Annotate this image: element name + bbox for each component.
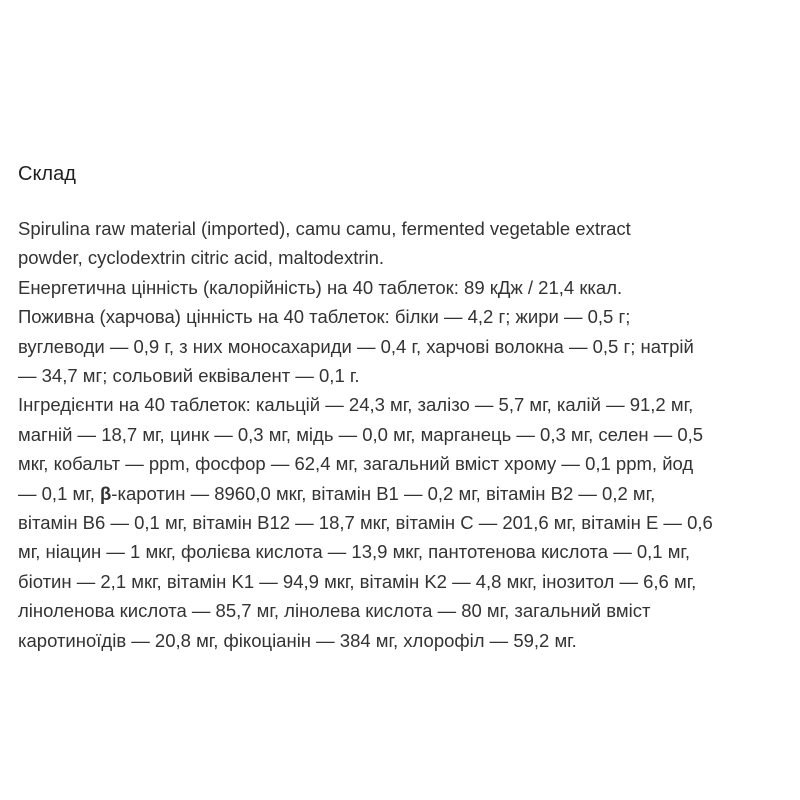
beta-symbol: β bbox=[100, 482, 112, 504]
ingredients-paragraph: Spirulina raw material (imported), camu camu, fermented vegetable extract powder, cyclodextrin citric acid, maltodextrin. bbox=[18, 218, 631, 269]
energy-value-paragraph: Енергетична цінність (калорійність) на 40 таблеток: 89 кДж / 21,4 ккал. bbox=[18, 276, 623, 298]
micronutrients-text-part-2: -каротин — 8960,0 мкг, вітамін B1 — 0,2 мг, вітамін B2 — 0,2 мг, вітамін B6 — 0,1 мг, вітамін B12 — 18,7 мкг, вітамін C — 201,6 мг, вітамін E — 0,6 мг, ніацин — 1 мкг, фолієва кислота — 13,9 мкг, пантотенова кислота — 0,1 мг, біотин — 2,1 мкг, вітамін K1 — 94,9 мкг, вітамін K2 — 4,8 мкг, інозитол — 6,6 мг, ліноленова кислота — 85,7 мг, лінолева кислота — 80 мг, загальний вміст каротиноїдів — 20,8 мг, фікоціанін — 384 мг, хлорофіл — 59,2 мг. bbox=[18, 482, 713, 651]
nutrition-value-paragraph: Поживна (харчова) цінність на 40 таблеток: білки — 4,2 г; жири — 0,5 г; вуглеводи — 0,9 г, з них моносахариди — 0,4 г, харчові волокна — 0,5 г; натрій — 34,7 мг; сольовий еквівалент — 0,1 г. bbox=[18, 306, 694, 387]
composition-heading: Склад bbox=[18, 163, 76, 185]
composition-text bbox=[18, 214, 788, 655]
product-composition-section bbox=[18, 160, 788, 655]
micronutrients-text-part-1: Інгредієнти на 40 таблеток: кальцій — 24,3 мг, залізо — 5,7 мг, калій — 91,2 мг, магній — 18,7 мг, цинк — 0,3 мг, мідь — 0,0 мг, марганець — 0,3 мг, селен — 0,5 мкг, кобальт — ppm, фосфор — 62,4 мг, загальний вміст хрому — 0,1 ppm, йод — 0,1 мг, bbox=[18, 394, 704, 504]
micronutrients-paragraph bbox=[18, 390, 788, 655]
